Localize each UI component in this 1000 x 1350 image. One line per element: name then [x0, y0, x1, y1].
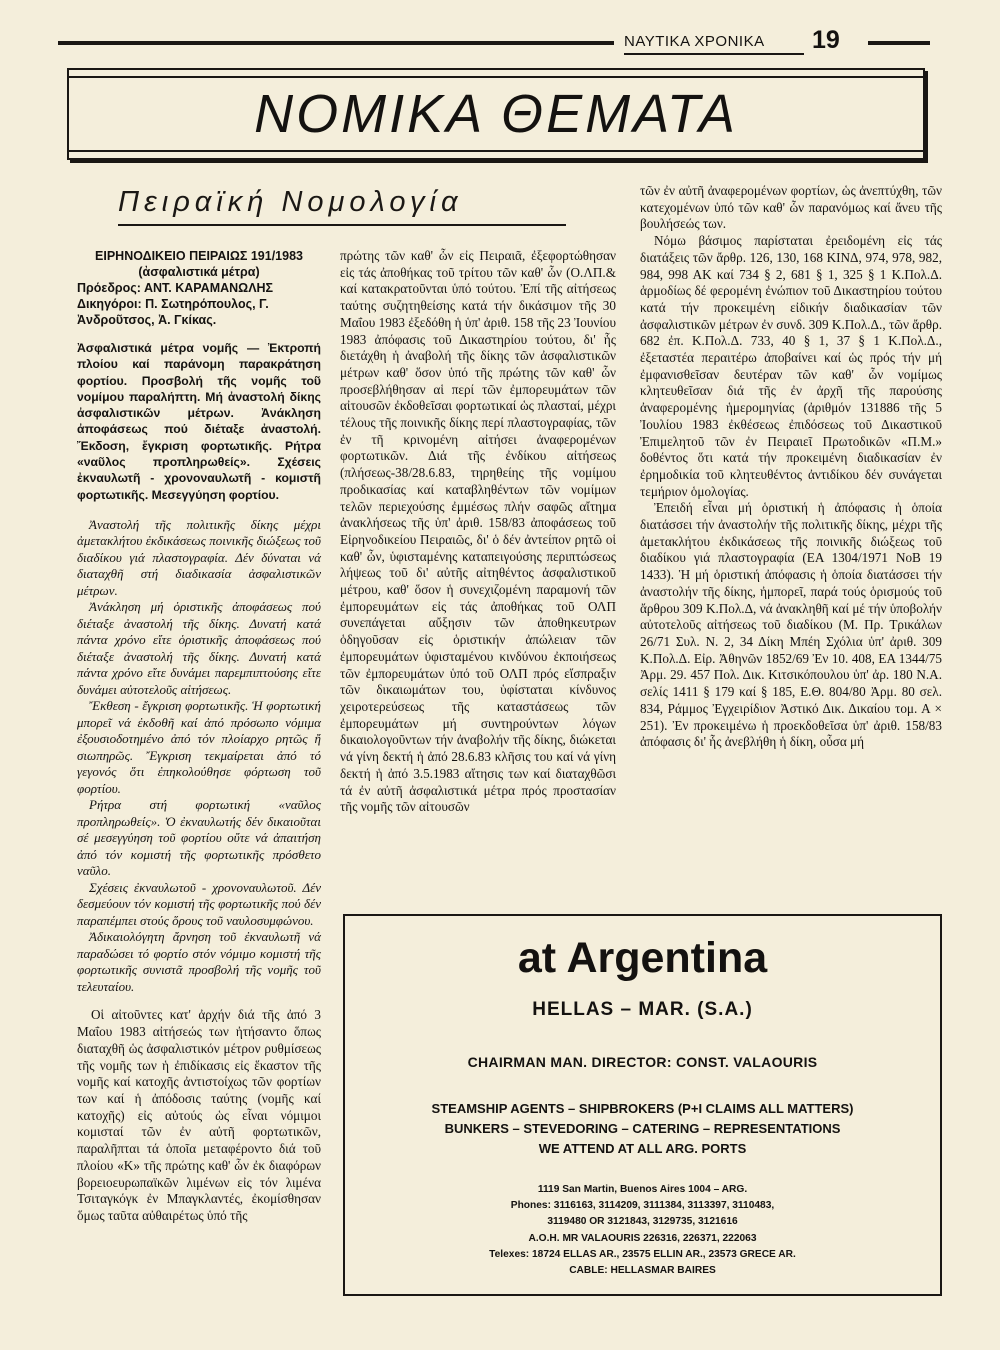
running-head-underline — [624, 53, 804, 55]
ad-company-subname: HELLAS – MAR. (S.A.) — [532, 999, 753, 1020]
ad-services — [345, 1099, 940, 1159]
ad-aoh: A.O.H. MR VALAOURIS 226316, 226371, 222063 — [528, 1232, 757, 1244]
column-3 — [640, 183, 942, 751]
case-heading: ΕΙΡΗΝΟΔΙΚΕΙΟ ΠΕΙΡΑΙΩΣ 191/1983 — [95, 249, 303, 263]
ad-contact — [345, 1182, 940, 1279]
ad-address: 1119 San Martin, Buenos Aires 1004 – ARG. — [537, 1184, 748, 1195]
summary-paragraph: Ἀναστολή τῆς πολιτικῆς δίκης μέχρι ἀμετακλήτου ἐκδικάσεως ποινικῆς διώξεως τοῦ διαδίκου γιά πλαστογραφία. Δέν δύναται νά διαταχθῆ στή διαδικασία ἀσφαλιστικῶν μέτρων. — [77, 516, 321, 598]
ad-phones: Phones: 3116163, 3114209, 3111384, 3113397, 3110483, — [510, 1200, 775, 1212]
case-heading-sub: (ἀσφαλιστικά μέτρα) — [138, 265, 260, 279]
header-rule-right — [868, 41, 930, 45]
body-text-col1 — [77, 1007, 321, 1224]
banner-inner-rule-top — [69, 76, 923, 78]
ad-services-line: BUNKERS – STEVEDORING – CATERING – REPRESENTATIONS — [444, 1121, 841, 1136]
header-rule-left — [58, 41, 614, 45]
section-title: ΝΟΜΙΚΑ ΘΕΜΑΤΑ — [254, 84, 738, 144]
subtitle-underline — [118, 224, 566, 226]
case-president: Πρόεδρος: ΑΝΤ. ΚΑΡΑΜΑΝΩΛΗΣ — [77, 281, 274, 295]
summary-paragraph: Ἀδικαιολόγητη ἄρνηση τοῦ ἐκναυλωτῆ νά παραδώσει τό φορτίο στόν νόμιμο κομιστή τῆς φορτωτικῆς συνιστᾶ προσβολή τῆς νομῆς τοῦ τελευταίου. — [77, 929, 321, 994]
ad-services-line: STEAMSHIP AGENTS – SHIPBROKERS (P+I CLAIMS ALL MATTERS) — [431, 1101, 854, 1116]
summary-paragraph: Ἔκθεση - ἔγκριση φορτωτικῆς. Ἡ φορτωτική μπορεῖ νά ἐκδοθῆ καί ἀπό πρόσωπο νόμιμα ἐξουσιοδοτημένο ἀπό τόν πλοίαρχο ρητῶς ἤ σιωπηρῶς. Ἔγκριση τεκμαίρεται ἀπό τό γεγονός ὅτι ἐπηκολούθησε φόρτωση τοῦ φορτίου. — [77, 698, 321, 796]
column-2 — [340, 248, 616, 816]
body-paragraph: Ἐπειδή εἶναι μή ὁριστική ἡ ἀπόφασις ἡ ὁποία διατάσσει τήν ἀναστολήν τῆς πολιτικῆς δίκης, μέχρι τῆς ἀμετακλήτου ἐκδικάσεως τῆς ποινικῆς διώξεως τοῦ διαδίκου γιά πλαστογραφία (ΕΑ 1304/1971 ΝοΒ 19 1433). Ἡ μή ὁριστική ἀπόφασις ἡ ὁποία διατάσσει τήν ἀναστολήν τῆς δίκης, ἠμπορεῖ, παρά τούς ὁρισμούς τοῦ ἄρθρου 309 Κ.Πολ.Δ, νά ἀνακληθῆ καί μέ τήν ὑποβολήν αὐτοτελοῦς αἰτήσεως τοῦ διαδίκου (Μ. Πρ. Τρικάλων 26/71 Συλ. Ν. 2, 34 Δίκη Μπέη Σχόλια ὑπ' ἀριθ. 309 Κ.Πολ.Δ. Εἰρ. Ἀθηνῶν 1852/69 Ἐν 10. 408, ΕΑ 1344/75 Ἀρμ. 29. 457 Πολ. Δικ. Κιτσικόπουλου ὑπ' ἀρ. 180 Ν.Α. σελίς 1411 § 179 καί § 185, Ε.Θ. 804/80 Ἀρμ. 80 σελ. 834, Ράμμος Ἐγχειρίδιον Ἀστικό Δικ. Δικαίου τομ. Α × 251). Ἐν προκειμένω ἡ προεκδοθεῖσα ὑπ' ἀριθ. 158/83 ἀπόφασις δι' ἧς ἀνεβλήθη ἡ δίκη, οὖσα μή — [640, 500, 942, 750]
body-paragraph: Νόμω βάσιμος παρίσταται ἐρειδομένη εἰς τάς διατάξεις τῶν ἄρθρ. 126, 130, 168 ΚΙΝΔ, 974, 978, 982, 984, 998 ΑΚ καί 734 § 2, 681 § 1, 325 § 1 Κ.Πολ.Δ. ἁρμοδίως δέ φερομένη ἐνώπιον τοῦ Δικαστηρίου τούτου κατά τήν προκειμένη εἰδικήν διαδικασίαν τῶν ἀσφαλιστικῶν μέτρων ἐν συνδ. 309 Κ.Πολ.Δ., τῶν ἄρθρ. 682 ἐπ. Κ.Πολ.Δ. 733, 40 § 1, 37 § 1 Κ.Πολ.Δ., ἐξεταστέα περαιτέρω ἀποβαίνει καί ὡς πρός τήν μή ἐμφανισθεῖσαν δευτέραν τῶν καθ' ὧν νομίμως κλητευθεῖσαν διά τῆς ἐν ἀρχῆ τῆς παρούσης ἀναφερομένης ἡμερομηνίας (ἀριθμόν 131886 τῆς 5 Ἰουλίου 1983 ἐκθέσεως ἐπιδόσεως τοῦ Δικαστικοῦ Ἐπιμελητοῦ τῶν ἐν Πειραιεῖ Πρωτοδικῶν «Π.Μ.» δοθέντος ὅτι κατά τήν προκειμένη διαδικασίαν ἐν ἐρημοδικία τοῦ κλητευθέντος ἀντιδίκου δέν συνάγεται τεμήριον ὁμολογίας. — [640, 233, 942, 499]
body-paragraph: πρώτης τῶν καθ' ὧν εἰς Πειραιᾶ, ἐξεφορτώθησαν εἰς τάς ἀποθήκας τοῦ τρίτου τῶν καθ' ὧν (Ο.ΛΠ.& καί κατακρατοῦνται ὑπό τούτου. Ἐπί τῆς αἰτήσεως ταύτης συζητηθείσης κατά τήν δικάσιμον τῆς 30 Μαΐου 1983 ἐξεδόθη ἡ ὑπ' ἀριθ. 158 τῆς 23 Ἰουνίου 1983 ἀπόφασις τοῦ Δικαστηρίου τούτου, δι' ἧς διετάχθη ἡ ἀναβολή τῆς δίκης τῶν ἀσφαλιστικῶν μέτρων καθ' ὅσον ὑπό τῆς πρώτης τῶν καθ' ὧν προσεβλήθησαν αἱ περί τῶν ἐμπορευμάτων τῶν αἰτουσῶν ἐκδοθεῖσαι φορτωτικαί ὡς πλασταί, μέχρι τέλους τῆς ποινικῆς δίκης περί πλαστογραφίας, τῶν ἐν τῆ κρινομένη αἰτήσει ἀναφερομένων φορτωτικῶν. Διά τῆς ἐνδίκου αἰτήσεως (πλήσεως-38/28.6.83, τηρηθείης τῆς νομίμου προδικασίας καί καταβληθέντων τῶν νομίμων τελῶν περιεχούσης ἐμμέσως πλήν σαφῶς αἴτημα ἀνακλήσεως τῆς ὑπ' ἀριθ. 158/83 ἀποφάσεως τοῦ Εἰρηνοδικείου Πειραιῶς, δι' ὁ δέν ἀντείπον ρητῶ οἱ καθ' ὧν, ὑφισταμένης καταπειγούσης περιπτώσεως λήψεως τοῦ δι' αὐτῆς αἰτηθέντος ἀσφαλιστικοῦ μέτρου, καθ' ὅσον ἡ συνεχιζομένη παραμονή τῶν ἐμπορευμάτων εἰς τάς ἀποθήκας τοῦ ΟΛΠ συνεπάγεται αὔξησιν τῶν ἀποθηκευτρων ὁδηγοῦσαν εἰς ὁριστικήν ἀπώλειαν τῶν ἐμπορευμάτων ὑφισταμένου κινδύνου ἐκποιήσεως τῶν ἐμπορευμάτων ὑπό τοῦ ΟΛΠ πρός εἴσπραξιν τῶν δικαιωμάτων του, ὑφίσταται κίνδυνος χειροτερεύσεως τῆς καταστάσεως τῶν ἐμπορευμάτων μή συντηρούντων λόγων δικαιολογοῦντων τήν ἀναβολήν τῆς δίκης, διώκεται νά γίνη δεκτή ἡ ἀπό 28.6.83 κλῆσις του καί νά γίνη δεκτή ἡ ἀπό 3.5.1983 αἴτησις των καί διαταχθῶσι τά ἐν αὐτῆ ἀσφαλιστικά μέτρα πρός προστασίαν τῆς νομῆς τῶν αἰτουσῶν — [340, 248, 616, 815]
case-keywords: Ἀσφαλιστικά μέτρα νομῆς — Ἐκτροπή πλοίου καί παράνομη παρακράτηση φορτίου. Προσβολή τῆς νομῆς τοῦ νομίμου παραλήπτη. Μή ἀναστολή δίκης ἀσφαλιστικῶν μέτρων. Ἀνάκληση ἀποφάσεως πού διέταξε ἀναστολή. Ἔκδοση, ἔγκριση φορτωτικῆς. Ρήτρα «ναῦλος προπληρωθείς». Σχέσεις ἐκναυλωτῆ - χρονοναυλωτῆ - κομιστῆ φορτωτικῆς. Μεσεγγύηση φορτίου. — [77, 341, 321, 502]
summary-paragraph: Ἀνάκληση μή ὁριστικῆς ἀποφάσεως πού διέταξε ἀναστολή τῆς δίκης. Δυνατή κατά πάντα χρόνο εἴτε ὁριστικῆς ἀποφάσεως πού διέταξε ἀναστολή τῆς δίκης. Δυνατή κατά πάντα χρόνο εἴτε δυνάμει παρεμπιπτούσης εἴτε δυνάμει αὐτοτελοῦς αἰτήσεως. — [77, 599, 321, 697]
ad-telexes: Telexes: 18724 ELLAS AR., 23575 ELLIN AR., 23573 GRECE AR. — [489, 1248, 796, 1260]
ad-phones-cont: 3119480 OR 3121843, 3129735, 3121616 — [547, 1216, 738, 1228]
ad-company-name: at Argentina — [517, 934, 768, 982]
page-number: 19 — [812, 26, 840, 54]
case-summary — [77, 517, 321, 996]
ad-services-line: WE ATTEND AT ALL ARG. PORTS — [538, 1141, 747, 1156]
ad-chairman: CHAIRMAN MAN. DIRECTOR: CONST. VALAOURIS — [467, 1054, 818, 1070]
section-banner — [67, 68, 925, 160]
body-paragraph: τῶν ἐν αὐτῆ ἀναφερομένων φορτίων, ὡς ἀνεπτύχθη, τῶν κατεχομένων ὑπό τῶν καθ' ὧν παρανόμως καί ἄνευ τῆς βουλήσεώς των. — [640, 183, 942, 232]
summary-paragraph: Σχέσεις ἐκναυλωτοῦ - χρονοναυλωτοῦ. Δέν δεσμεύουν τόν κομιστή τῆς φορτωτικῆς πού δέν παραπέμπει στούς ὅρους τοῦ ναυλοσυμφώνου. — [77, 879, 321, 928]
column-1 — [77, 248, 321, 1225]
banner-inner-rule-bottom — [69, 150, 923, 152]
advertisement-box — [343, 914, 942, 1296]
body-paragraph: Οἱ αἰτοῦντες κατ' ἀρχήν διά τῆς ἀπό 3 Μαΐου 1983 αἰτήσεώς των ἠτήσαντο ὅπως διαταχθῆ ὡς ἀσφαλιστικόν μέτρον ρυθμίσεως τῆς νομῆς των ἡ ἐπιδίκασις εἰς ἕκαστον τῆς νομῆς καί κατοχῆς ἀντιστοίχως τῶν φορτίων των καί ἡ ἀπόδοσις ταύτης (νομῆς καί κατοχῆς) εἰς αὐτούς ὡς εἶναι νόμιμοι κομισταί τῶν ἐν αὐτῆ φορτωτικῶν, παραλῆπται τά ὁποῖα μεταφέροντο διά τοῦ πλοίου «Κ» τῆς πρώτης καθ' ὧν ἐκ διαφόρων βορειοευρωπαϊκῶν λιμένων εἰς τόν λιμένα Τσιταγκόγκ ἐν Μπαγκλαντές, ἐκομίσθησαν ὅμως ταῦτα αὐθαιρέτως ὑπό τῆς — [77, 1007, 321, 1223]
article-subtitle: Πειραϊκή Νομολογία — [118, 186, 463, 218]
summary-paragraph: Ρήτρα στή φορτωτική «ναῦλος προπληρωθείς». Ὁ ἐκναυλωτής δέν δικαιοῦται σέ μεσεγγύηση τοῦ φορτίου οὔτε νά ἀπαιτήση ἀπό τόν κομιστή τῆς φορτωτικῆς πρόσθετο ναῦλο. — [77, 797, 321, 879]
case-lawyers: Δικηγόροι: Π. Σωτηρόπουλος, Γ. Ἀνδροῦτσος, Ἀ. Γκίκας. — [77, 297, 269, 327]
running-head: ΝΑΥΤΙΚΑ ΧΡΟΝΙΚΑ — [624, 33, 765, 50]
ad-cable: CABLE: HELLASMAR BAIRES — [569, 1265, 716, 1277]
